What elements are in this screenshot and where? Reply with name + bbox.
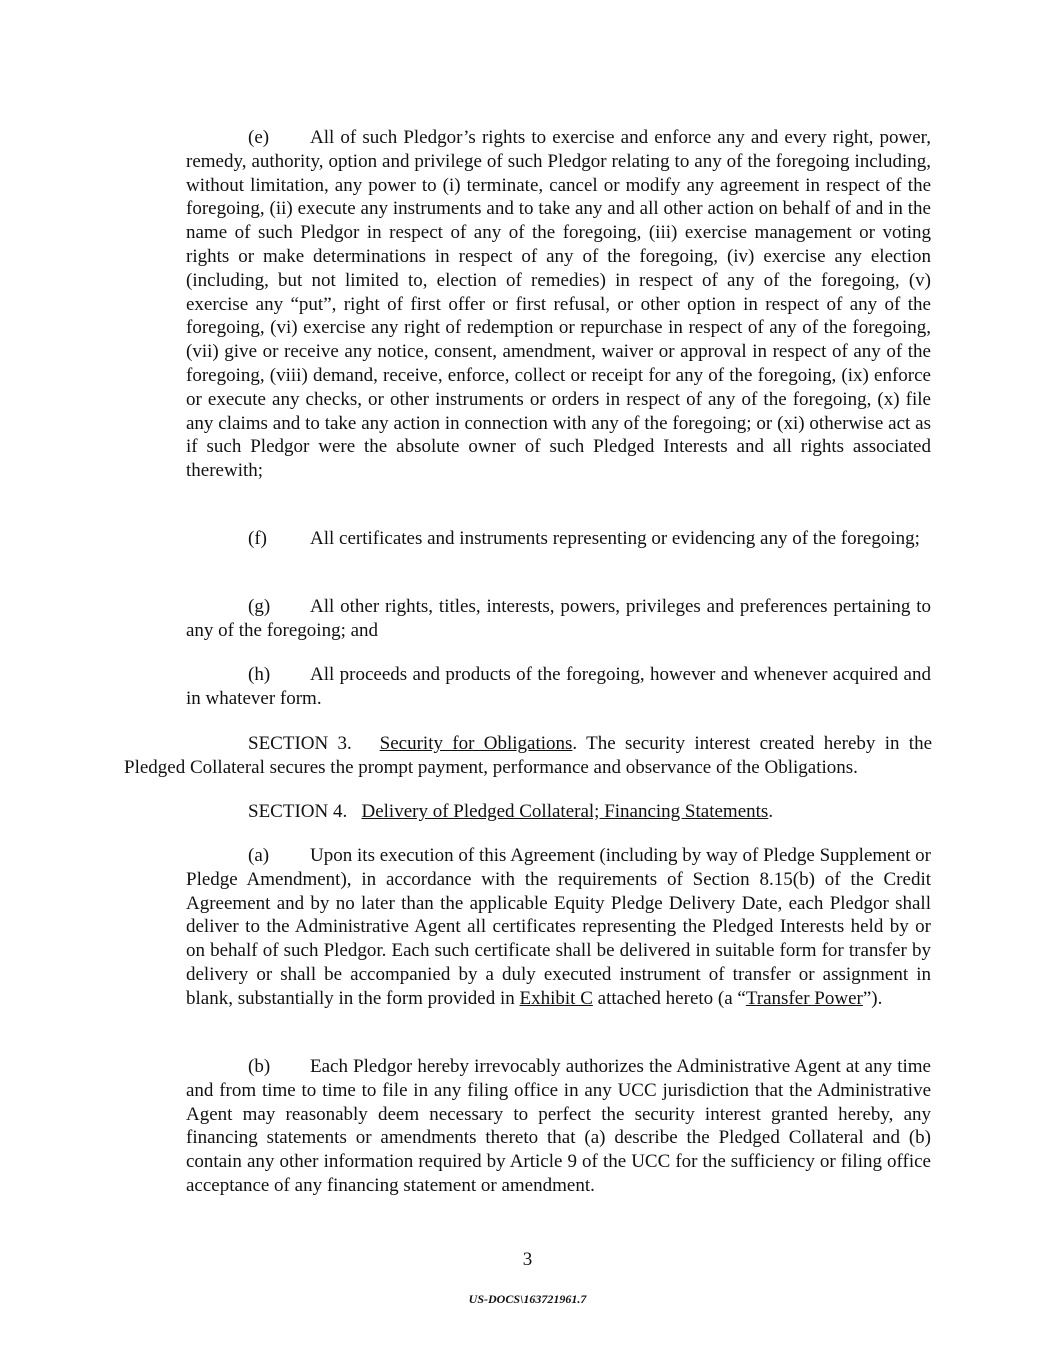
paragraph-label: (e) bbox=[248, 127, 270, 148]
section-label: SECTION 4. bbox=[248, 801, 348, 822]
section-heading: Security for Obligations bbox=[379, 733, 573, 754]
paragraph-4b bbox=[186, 1055, 931, 1198]
section-text: . The security interest created hereby in the Pledged Collateral secures the prompt payment, performance and observance of the Obligations. bbox=[124, 733, 933, 778]
paragraph-text-end: ”). bbox=[862, 987, 883, 1009]
paragraph-g bbox=[186, 595, 931, 643]
paragraph-label: (h) bbox=[248, 664, 271, 685]
paragraph-e bbox=[186, 126, 931, 483]
paragraph-text: Upon its execution of this Agreement (including by way of Pledge Supplement or Pledge Amendment), in accordance with the requirements of Section 8.15(b) of the Credit Agreement and by no later than the applicable Equity Pledge Delivery Date, each Pledgor shall deliver to the Administrative Agent all certificates representing the Pledged Interests held by or on behalf of such Pledgor. Each such certificate shall be delivered in suitable form for transfer by delivery or shall be accompanied by a duly executed instrument of transfer or assignment in blank, substantially in the form provided in bbox=[186, 845, 931, 1009]
paragraph-text: All certificates and instruments representing or evidencing any of the foregoing; bbox=[310, 528, 920, 549]
document-id: US-DOCS\163721961.7 bbox=[468, 1292, 587, 1306]
paragraph-text: All other rights, titles, interests, powers, privileges and preferences pertaining to any of the foregoing; and bbox=[186, 596, 931, 641]
section-heading-suffix: . bbox=[768, 801, 774, 822]
defined-term: Transfer Power bbox=[745, 987, 863, 1009]
paragraph-text: Each Pledgor hereby irrevocably authorizes the Administrative Agent at any time and from time to time to file in any filing office in any UCC jurisdiction that the Administrative Agent may reasonably deem necessary to perfect the security interest granted hereby, any financing statements or amendments thereto that (a) describe the Pledged Collateral and (b) contain any other information required by Article 9 of the UCC for the sufficiency or filing office acceptance of any financing statement or amendment. bbox=[186, 1056, 931, 1196]
paragraph-h bbox=[186, 663, 931, 711]
paragraph-label: (b) bbox=[248, 1056, 271, 1077]
paragraph-4a bbox=[186, 844, 931, 1011]
section-4 bbox=[124, 800, 932, 824]
section-3 bbox=[124, 732, 932, 780]
paragraph-label: (f) bbox=[248, 528, 267, 549]
exhibit-reference: Exhibit C bbox=[519, 987, 593, 1009]
paragraph-label: (a) bbox=[248, 845, 270, 866]
paragraph-label: (g) bbox=[248, 596, 271, 617]
paragraph-text: All proceeds and products of the foregoing, however and whenever acquired and in whatever form. bbox=[186, 664, 931, 709]
section-label: SECTION 3. bbox=[248, 733, 352, 754]
paragraph-text-mid: attached hereto (a “ bbox=[592, 987, 746, 1009]
section-heading: Delivery of Pledged Collateral; Financing Statements bbox=[361, 801, 769, 822]
page-number: 3 bbox=[522, 1249, 533, 1270]
paragraph-text: All of such Pledgor’s rights to exercise and enforce any and every right, power, remedy, authority, option and privilege of such Pledgor relating to any of the foregoing including, without limitation, any power to (i) terminate, cancel or modify any agreement in respect of the foregoing, (ii) execute any instruments and to take any and all other action on behalf of and in the name of such Pledgor in respect of any of the foregoing, (iii) exercise management or voting rights or make determinations in respect of any of the foregoing, (iv) exercise any election (including, but not limited to, election of remedies) in respect of any of the foregoing, (v) exercise any “put”, right of first offer or first refusal, or other option in respect of any of the foregoing, (vi) exercise any right of redemption or repurchase in respect of any of the foregoing, (vii) give or receive any notice, consent, amendment, waiver or approval in respect of any of the foregoing, (viii) demand, receive, enforce, collect or receipt for any of the foregoing, (ix) enforce or execute any checks, or other instruments or orders in respect of any of the foregoing, (x) file any claims and to take any action in connection with any of the foregoing; or (xi) otherwise act as if such Pledgor were the absolute owner of such Pledged Interests and all rights associated therewith; bbox=[186, 127, 931, 482]
paragraph-f bbox=[186, 527, 931, 551]
